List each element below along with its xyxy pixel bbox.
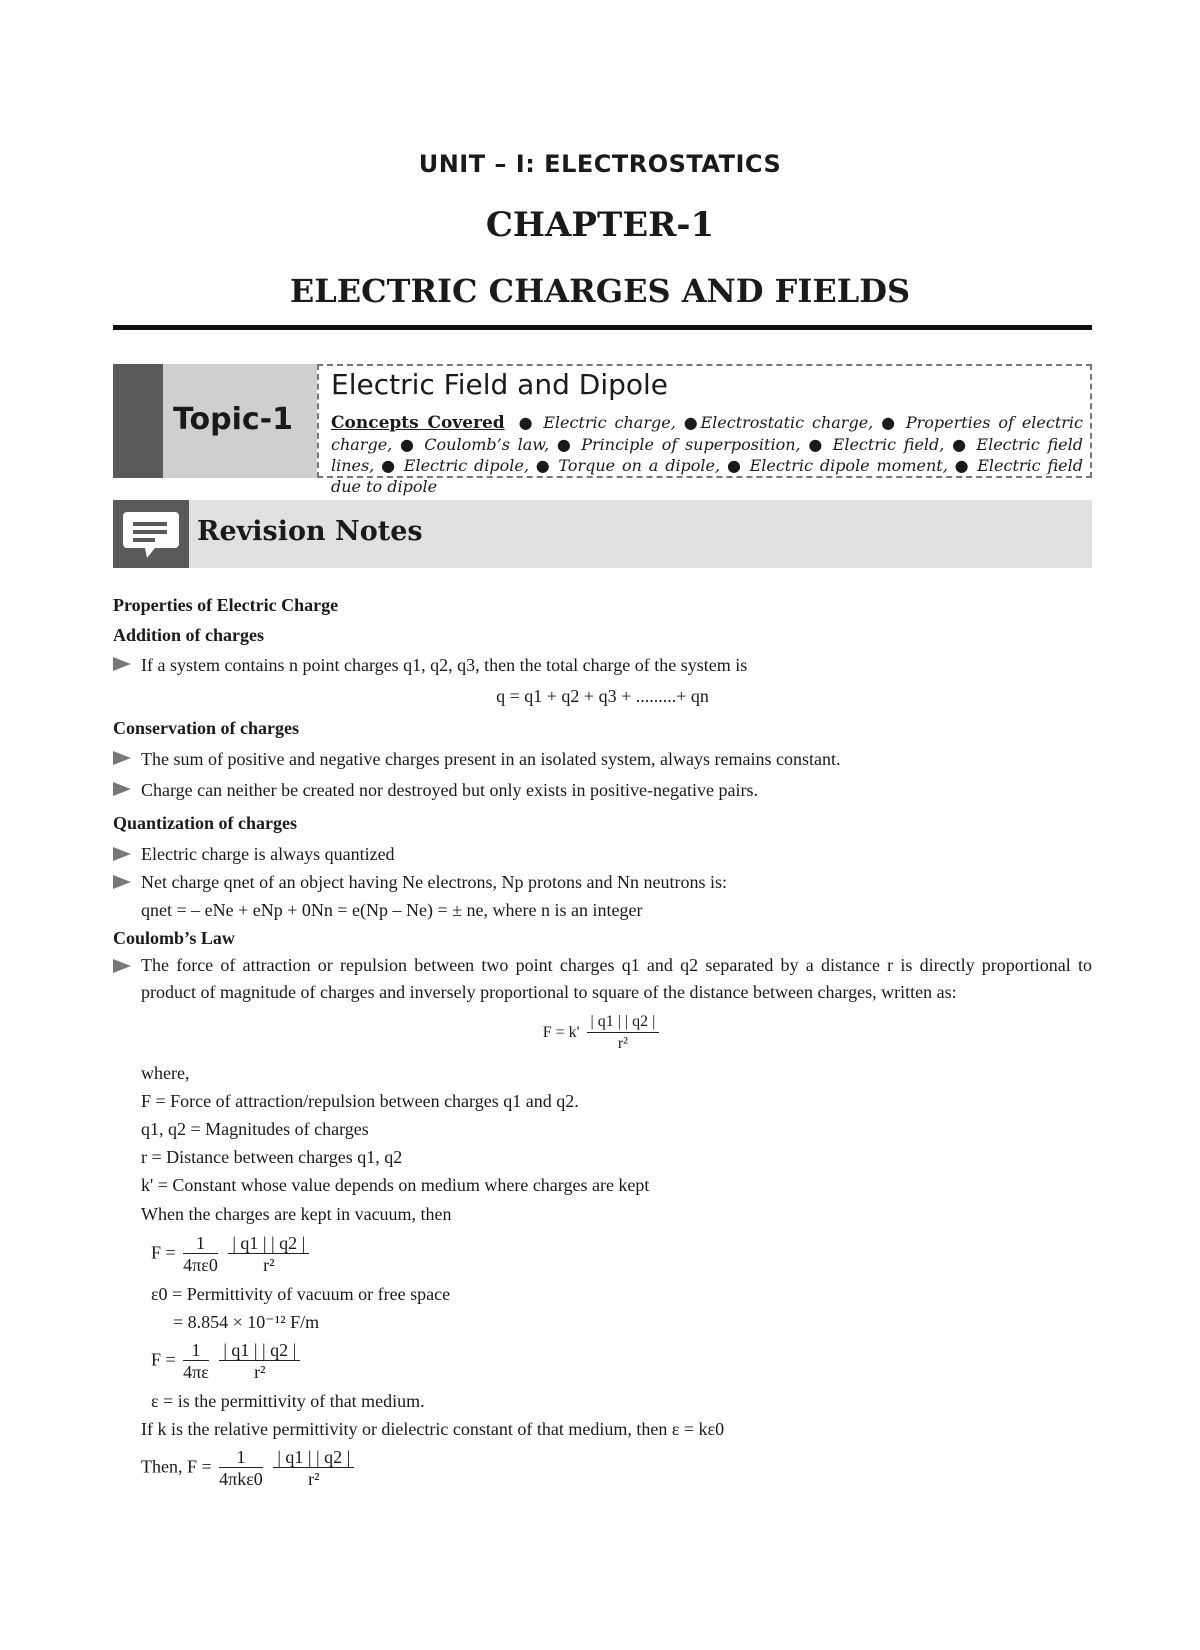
eq2-numerator-2: | q1 | | q2 |: [228, 1233, 309, 1254]
topic-box: [113, 364, 1092, 496]
heading-properties: Properties of Electric Charge: [113, 595, 339, 615]
eq3-fraction-2: [219, 1340, 300, 1383]
eq2-denominator-2: r²: [263, 1255, 275, 1275]
bullet-addition: [113, 650, 1092, 680]
revision-notes-bar: [113, 500, 1092, 568]
epsilon0-definition: ε0 = Permittivity of vacuum or free space: [151, 1284, 451, 1304]
title-divider: [113, 325, 1092, 330]
arrow-bullet-icon: [113, 959, 131, 973]
speech-bubble-icon: [113, 500, 189, 568]
equation-coulomb-dielectric: [113, 1447, 1092, 1490]
heading-coulomb: Coulomb’s Law: [113, 928, 235, 948]
bullet-text: Electric charge is always quantized: [141, 844, 395, 864]
concepts-label: Concepts Covered: [331, 413, 505, 433]
revision-notes-title: Revision Notes: [197, 516, 423, 547]
definition-F: F = Force of attraction/repulsion between charges q1 and q2.: [141, 1091, 579, 1111]
where-label: where,: [141, 1063, 190, 1083]
eq3-numerator-1: 1: [183, 1340, 209, 1361]
notes-content: [113, 590, 1092, 1494]
chapter-title: ELECTRIC CHARGES AND FIELDS: [289, 272, 911, 310]
eq2-numerator-1: 1: [183, 1233, 218, 1254]
bullet-conservation-1: [113, 744, 1092, 775]
eq1-denominator: r²: [617, 1035, 628, 1052]
definition-k: k' = Constant whose value depends on medium where charges are kept: [141, 1175, 650, 1195]
eq1-numerator: | q1 | | q2 |: [587, 1012, 660, 1033]
equation-total-charge: q = q1 + q2 + q3 + .........+ qn: [496, 686, 709, 706]
eq2-lhs: F =: [151, 1242, 176, 1263]
concepts-list: ● Electric charge, ●Electrostatic charge, ● Properties of electric charge, ● Coulomb’s law, ● Principle of superposition, ● Electric field, ● Electric field lines, ● Electric dipole, ● Torque on a dipole, ● Electric dipole moment, ● Electric field due to dipole: [331, 413, 1083, 496]
eq4-denominator-1: 4πkε0: [219, 1469, 263, 1489]
arrow-bullet-icon: [113, 751, 131, 765]
unit-heading: UNIT – I: ELECTROSTATICS: [418, 150, 782, 178]
definition-r: r = Distance between charges q1, q2: [141, 1147, 403, 1167]
heading-addition: Addition of charges: [113, 625, 265, 645]
eq4-numerator-2: | q1 | | q2 |: [273, 1447, 354, 1468]
arrow-bullet-icon: [113, 847, 131, 861]
vacuum-note: When the charges are kept in vacuum, then: [141, 1204, 452, 1224]
eq2-fraction-1: [183, 1233, 218, 1276]
bullet-text: If a system contains n point charges q1, q2, q3, then the total charge of the system is: [141, 655, 748, 675]
eq1-fraction: [587, 1012, 660, 1055]
equation-coulomb-general: [113, 1012, 1092, 1055]
equation-net-charge: qnet = – eNe + eNp + 0Nn = e(Np – Ne) = ± ne, where n is an integer: [141, 900, 643, 920]
eq2-fraction-2: [228, 1233, 309, 1276]
topic-accent: [113, 364, 163, 478]
eq3-fraction-1: [183, 1340, 209, 1383]
arrow-bullet-icon: [113, 782, 131, 796]
epsilon0-value: = 8.854 × 10⁻¹² F/m: [173, 1312, 320, 1332]
heading-conservation: Conservation of charges: [113, 718, 299, 738]
topic-label: Topic-1: [173, 402, 293, 437]
eq4-lhs: Then, F =: [141, 1456, 212, 1477]
bullet-quant-2: [113, 868, 1092, 896]
bullet-text: The sum of positive and negative charges present in an isolated system, always remains constant.: [141, 749, 841, 769]
arrow-bullet-icon: [113, 657, 131, 671]
bullet-text: The force of attraction or repulsion between two point charges q1 and q2 separated by a distance r is directly proportional to product of magnitude of charges and inversely proportional to square of the distance between charges, written as:: [141, 955, 1092, 1002]
eq4-numerator-1: 1: [219, 1447, 263, 1468]
eq4-denominator-2: r²: [308, 1469, 320, 1489]
eq3-numerator-2: | q1 | | q2 |: [219, 1340, 300, 1361]
concepts-covered: [331, 412, 1083, 497]
topic-details: [317, 364, 1092, 496]
eq4-fraction-2: [273, 1447, 354, 1490]
topic-title: Electric Field and Dipole: [331, 368, 669, 401]
eq2-denominator-1: 4πε0: [183, 1255, 218, 1275]
heading-quantization: Quantization of charges: [113, 813, 297, 833]
eq4-fraction-1: [219, 1447, 263, 1490]
bullet-coulomb: [113, 952, 1092, 1006]
chapter-number: CHAPTER-1: [485, 205, 715, 245]
bullet-text: Net charge qnet of an object having Ne electrons, Np protons and Nn neutrons is:: [141, 872, 728, 892]
relative-permittivity-note: If k is the relative permittivity or dielectric constant of that medium, then ε = kε0: [141, 1419, 725, 1439]
arrow-bullet-icon: [113, 875, 131, 889]
epsilon-definition: ε = is the permittivity of that medium.: [151, 1391, 425, 1411]
definition-q: q1, q2 = Magnitudes of charges: [141, 1119, 369, 1139]
eq3-lhs: F =: [151, 1349, 176, 1370]
bullet-conservation-2: [113, 775, 1092, 806]
eq3-denominator-1: 4πε: [183, 1362, 209, 1382]
bullet-quant-1: [113, 840, 1092, 868]
eq1-lhs: F = k': [542, 1024, 580, 1042]
equation-coulomb-medium: [113, 1340, 1092, 1383]
bullet-text: Charge can neither be created nor destroyed but only exists in positive-negative pairs.: [141, 780, 758, 800]
eq3-denominator-2: r²: [254, 1362, 266, 1382]
equation-coulomb-vacuum: [113, 1233, 1092, 1276]
